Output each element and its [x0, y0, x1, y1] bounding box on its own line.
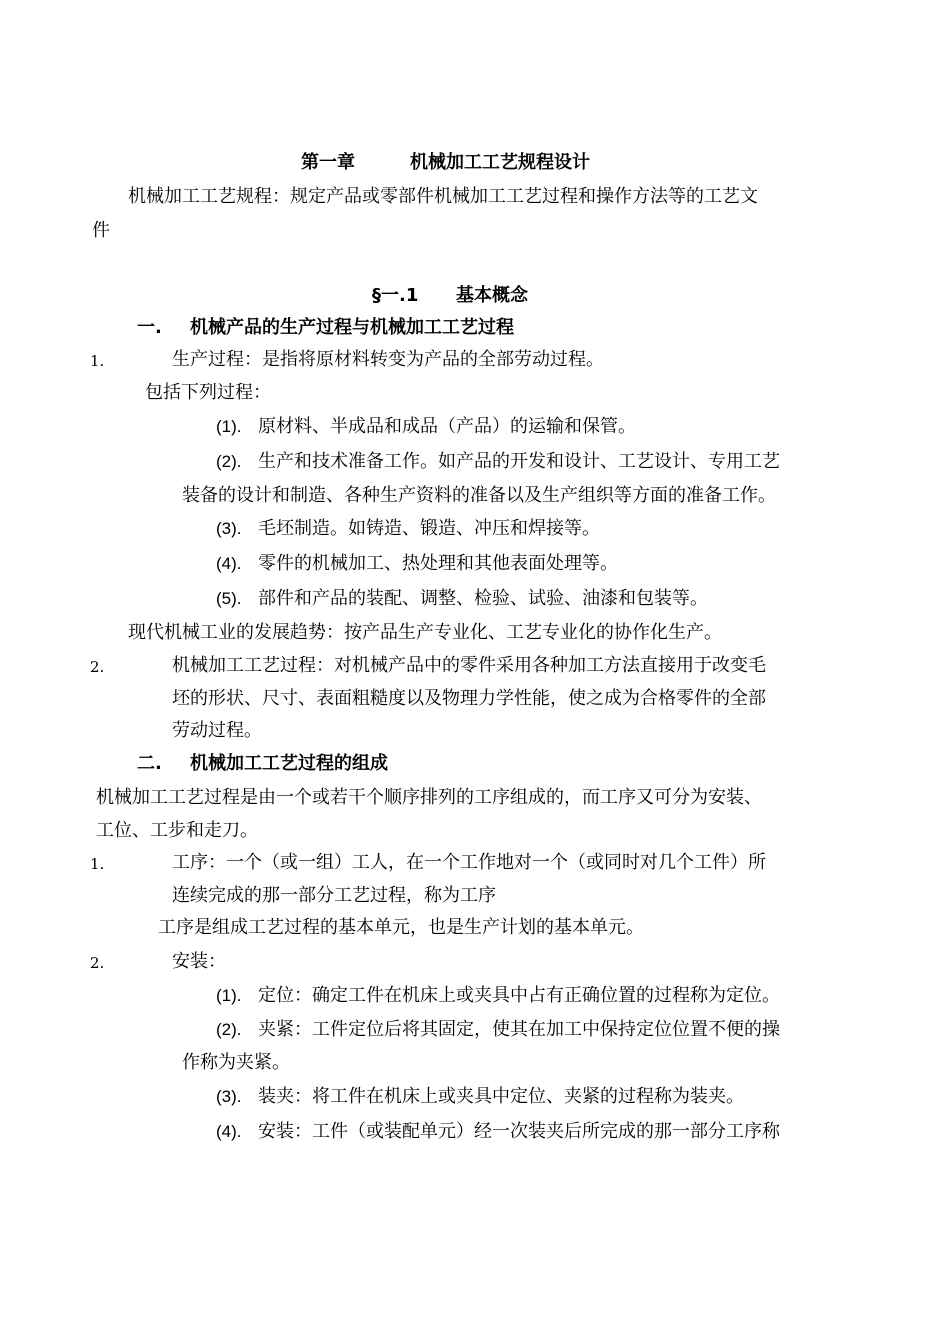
sub-item-text: 夹紧：工件定位后将其固定，使其在加工中保持定位位置不便的操 [258, 1019, 780, 1040]
sub-item-text: 生产和技术准备工作。如产品的开发和设计、工艺设计、专用工艺 [258, 451, 780, 472]
section-number: §一.1 [372, 285, 419, 306]
sub-item-number: (2). [216, 1020, 242, 1039]
item-text: 安装： [172, 951, 226, 972]
item-text: 生产过程：是指将原材料转变为产品的全部劳动过程。 [172, 349, 604, 370]
sub-item-text: 零件的机械加工、热处理和其他表面处理等。 [258, 553, 618, 574]
heading-title: 机械加工工艺过程的组成 [190, 753, 388, 774]
heading-title: 机械产品的生产过程与机械加工工艺过程 [190, 317, 514, 338]
heading-number: 一. [137, 317, 162, 338]
item-text: 坯的形状、尺寸、表面粗糙度以及物理力学性能，使之成为合格零件的全部 [172, 688, 766, 709]
paragraph-text: 机械加工工艺过程是由一个或若干个顺序排列的工序组成的，而工序又可分为安装、 [96, 787, 762, 808]
heading-number: 二. [137, 753, 162, 774]
item-text: 连续完成的那一部分工艺过程，称为工序 [172, 885, 496, 906]
sub-item-number: (1). [216, 986, 242, 1005]
section-title: 基本概念 [456, 285, 528, 306]
sub-item-continuation: 装备的设计和制造、各种生产资料的准备以及生产组织等方面的准备工作。 [182, 485, 776, 506]
item-number: 1. [90, 855, 105, 873]
sub-item-number: (5). [216, 589, 242, 608]
sub-item-text: 安装：工件（或装配单元）经一次装夹后所完成的那一部分工序称 [258, 1121, 780, 1142]
paragraph-text: 包括下列过程： [145, 382, 271, 403]
sub-item-number: (3). [216, 1087, 242, 1106]
sub-item-text: 部件和产品的装配、调整、检验、试验、油漆和包装等。 [258, 588, 708, 609]
sub-item-number: (1). [216, 417, 242, 436]
sub-item-number: (3). [216, 519, 242, 538]
sub-item-number: (4). [216, 554, 242, 573]
paragraph-text: 工序是组成工艺过程的基本单元，也是生产计划的基本单元。 [158, 917, 644, 938]
item-text: 工序：一个（或一组）工人，在一个工作地对一个（或同时对几个工件）所 [172, 852, 766, 873]
item-number: 2. [90, 954, 105, 972]
paragraph-text: 工位、工步和走刀。 [96, 820, 258, 841]
sub-item-text: 定位：确定工件在机床上或夹具中占有正确位置的过程称为定位。 [258, 985, 780, 1006]
item-number: 1. [90, 352, 105, 370]
sub-item-text: 装夹：将工件在机床上或夹具中定位、夹紧的过程称为装夹。 [258, 1086, 744, 1107]
intro-line: 机械加工工艺规程：规定产品或零部件机械加工工艺过程和操作方法等的工艺文 [128, 186, 758, 207]
item-text: 机械加工工艺过程：对机械产品中的零件采用各种加工方法直接用于改变毛 [172, 655, 766, 676]
sub-item-continuation: 作称为夹紧。 [182, 1052, 290, 1073]
item-number: 2. [90, 658, 105, 676]
sub-item-number: (2). [216, 452, 242, 471]
chapter-title: 机械加工工艺规程设计 [410, 152, 590, 173]
intro-line: 件 [92, 220, 110, 241]
item-text: 劳动过程。 [172, 720, 262, 741]
sub-item-number: (4). [216, 1122, 242, 1141]
paragraph-text: 现代机械工业的发展趋势：按产品生产专业化、工艺专业化的协作化生产。 [128, 622, 722, 643]
chapter-label: 第一章 [301, 152, 355, 173]
sub-item-text: 原材料、半成品和成品（产品）的运输和保管。 [258, 416, 636, 437]
sub-item-text: 毛坯制造。如铸造、锻造、冲压和焊接等。 [258, 518, 600, 539]
